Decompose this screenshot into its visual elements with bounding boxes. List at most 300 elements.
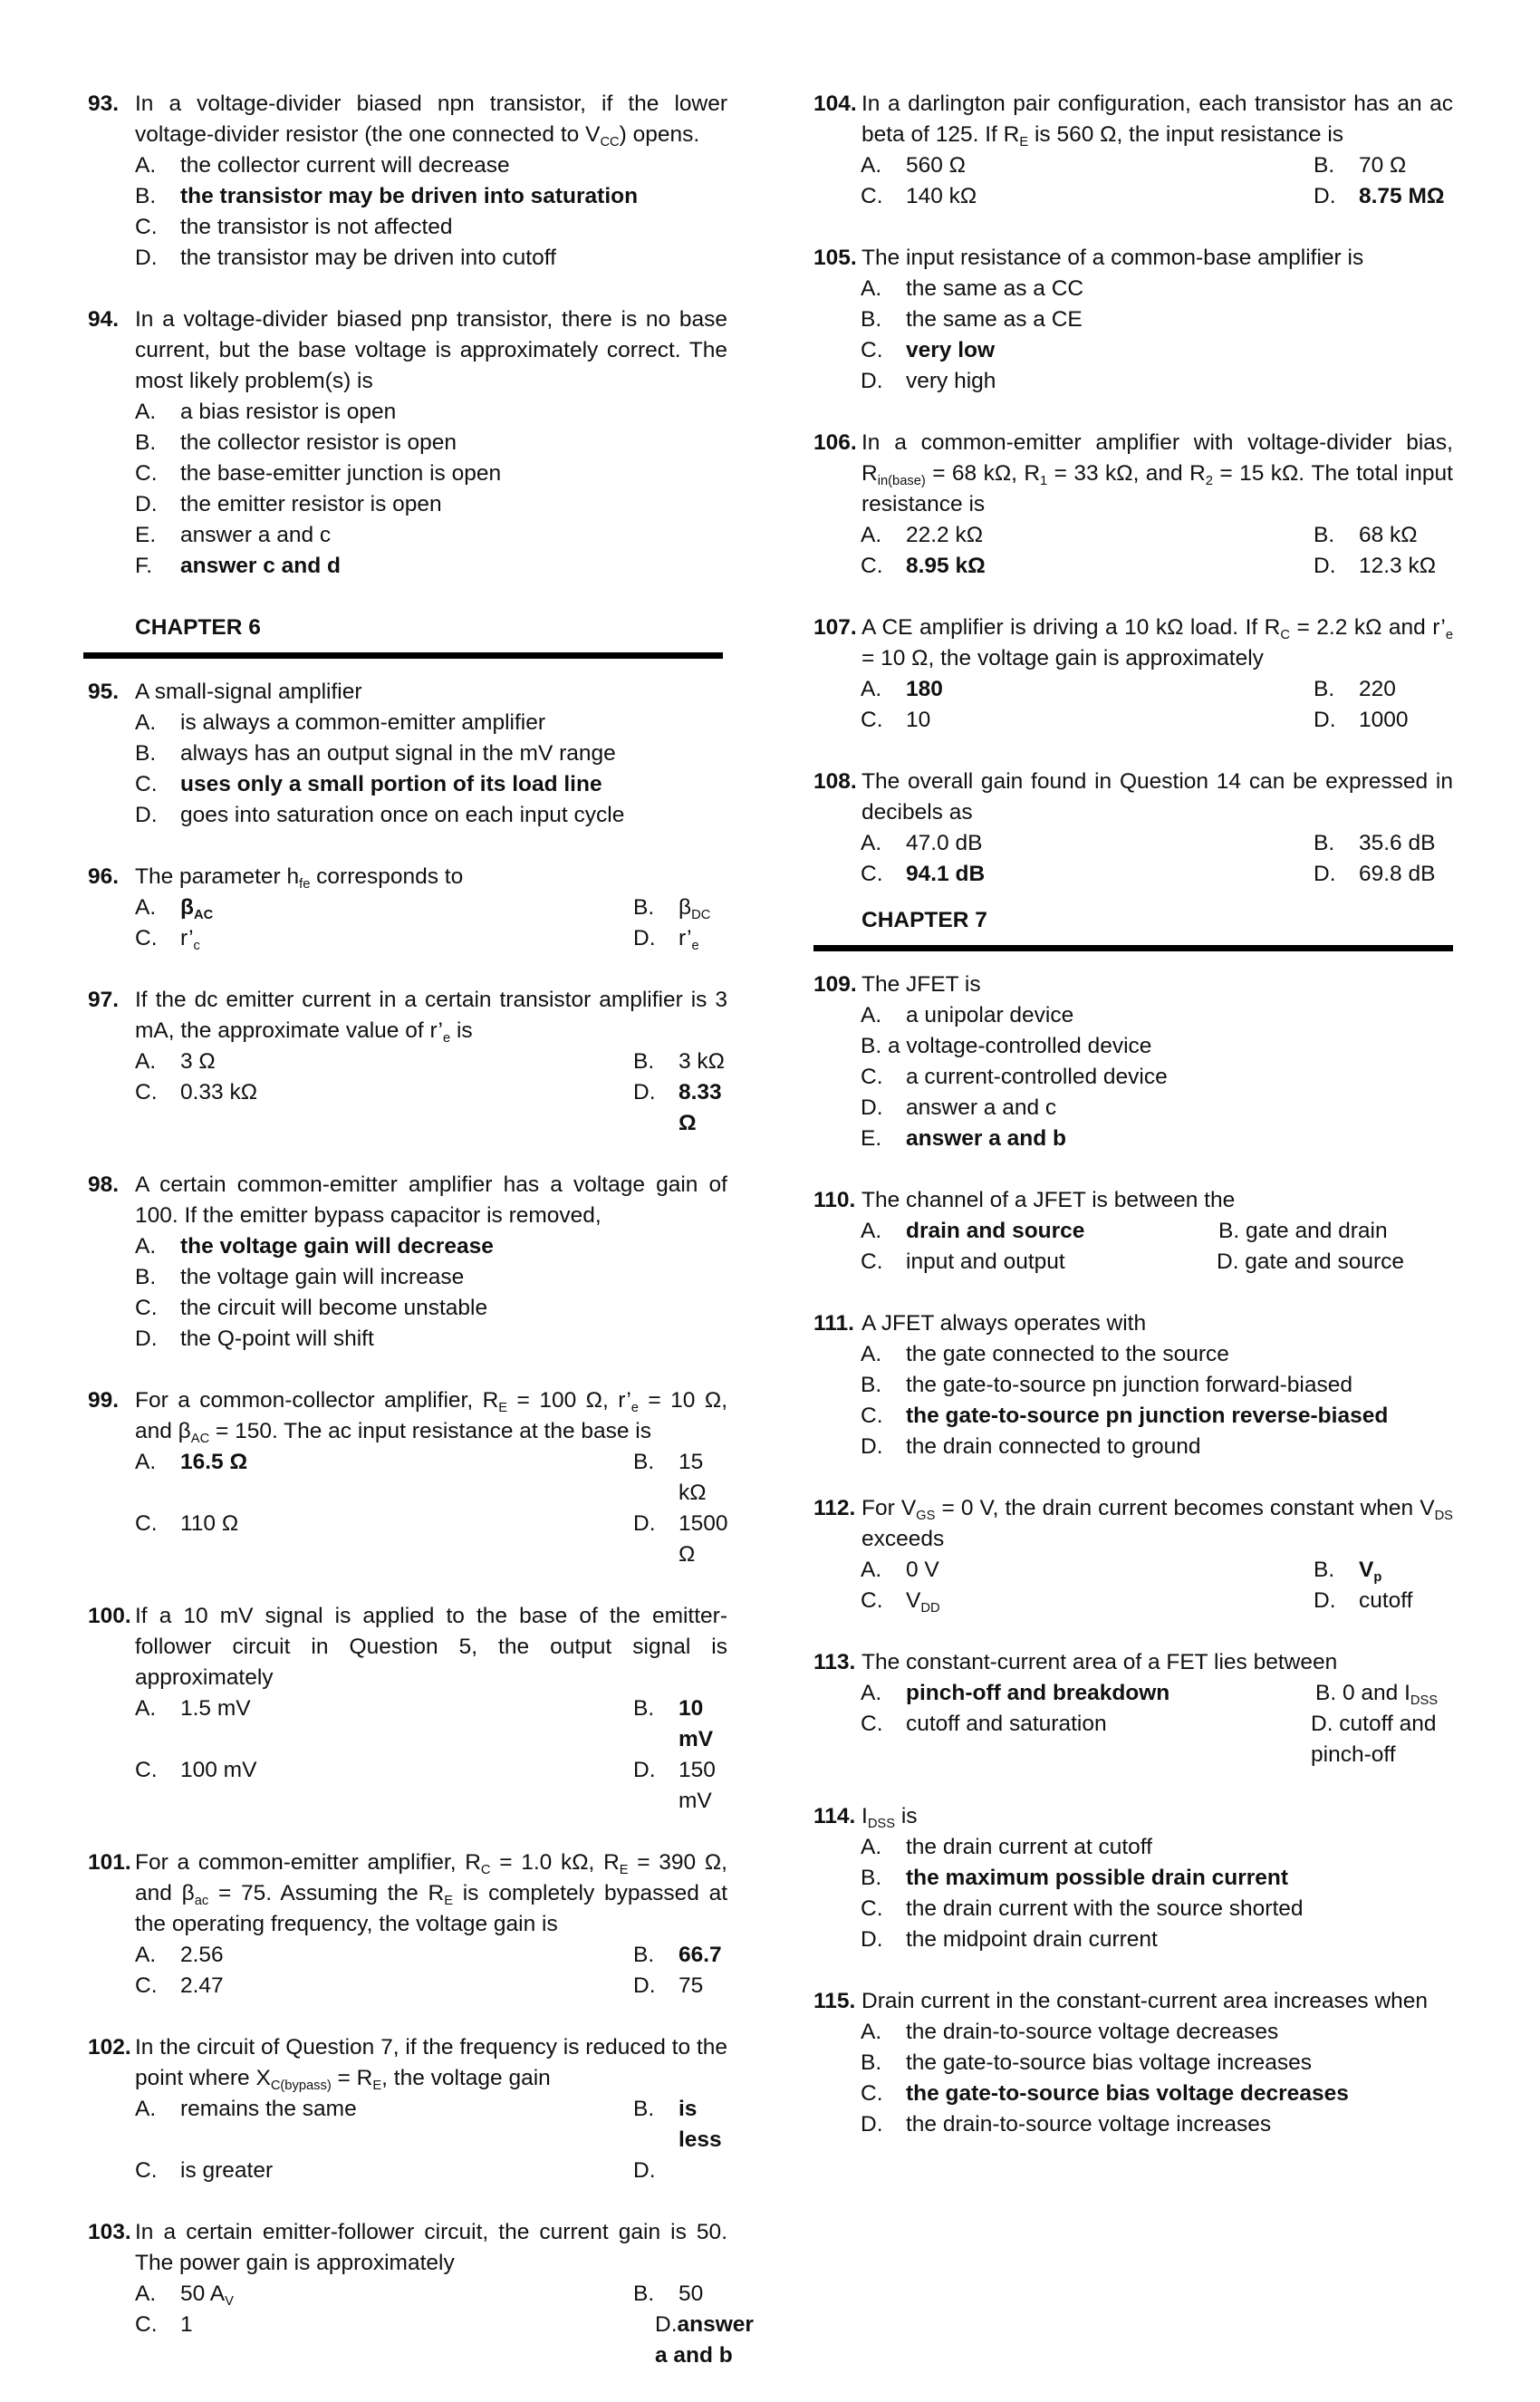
option-b[interactable] bbox=[813, 1031, 1453, 1062]
question-text: Drain current in the constant-current area increases when bbox=[861, 1989, 1429, 2013]
subscript: fe bbox=[299, 877, 311, 892]
chapter-heading: CHAPTER 6 bbox=[135, 615, 261, 640]
question-text: The constant-current area of a FET lies between bbox=[861, 1650, 1338, 1674]
option-letter: B. bbox=[135, 430, 157, 455]
option-d[interactable] bbox=[88, 489, 727, 520]
option-b[interactable] bbox=[633, 892, 727, 923]
question-98-stem bbox=[88, 1170, 727, 1231]
option-letter: A. bbox=[861, 1003, 882, 1027]
option-d[interactable] bbox=[1217, 1247, 1404, 1278]
option-text: 0 V bbox=[906, 1558, 939, 1582]
option-b[interactable] bbox=[1314, 520, 1453, 551]
option-c[interactable] bbox=[813, 335, 1453, 366]
option-d[interactable] bbox=[88, 800, 727, 831]
option-letter: C. bbox=[861, 2081, 883, 2106]
option-text: is always a common-emitter amplifier bbox=[180, 710, 545, 735]
question-112-stem bbox=[813, 1493, 1453, 1555]
option-d[interactable] bbox=[633, 2310, 754, 2371]
option-e[interactable] bbox=[88, 520, 727, 551]
option-text: the maximum possible drain current bbox=[906, 1866, 1289, 1890]
option-a[interactable] bbox=[813, 520, 1314, 551]
option-a[interactable] bbox=[813, 828, 1314, 859]
option-row bbox=[88, 2094, 727, 2156]
question-text: In a voltage-divider biased npn transistor, if the lower voltage-divider resistor (the one connected to V bbox=[135, 92, 727, 147]
option-d[interactable] bbox=[813, 1924, 1453, 1955]
option-a[interactable] bbox=[813, 1555, 1314, 1586]
option-a[interactable] bbox=[88, 397, 727, 428]
option-text: the drain-to-source voltage increases bbox=[906, 2112, 1272, 2137]
option-text: B. a voltage-controlled device bbox=[861, 1034, 1152, 1058]
option-row bbox=[813, 551, 1453, 582]
option-text: β bbox=[180, 895, 194, 920]
question-114 bbox=[813, 1801, 1453, 1955]
subscript: e bbox=[443, 1031, 451, 1047]
option-b[interactable] bbox=[633, 1940, 727, 1971]
option-letter: C. bbox=[135, 2312, 158, 2337]
option-letter: C. bbox=[861, 1712, 883, 1736]
option-d[interactable] bbox=[633, 2156, 727, 2186]
option-b[interactable] bbox=[633, 1693, 727, 1755]
option-a[interactable] bbox=[88, 708, 727, 738]
option-letter: D. bbox=[135, 1326, 158, 1351]
question-text: The parameter h bbox=[135, 864, 300, 889]
question-115-stem bbox=[813, 1986, 1453, 2017]
option-letter: C. bbox=[861, 1896, 883, 1921]
option-letter: C. bbox=[135, 1080, 158, 1105]
option-letter: D. bbox=[135, 803, 158, 827]
option-c[interactable] bbox=[88, 1971, 633, 2002]
subscript: c bbox=[193, 939, 200, 954]
option-c[interactable] bbox=[813, 1062, 1453, 1093]
option-text: 2.56 bbox=[180, 1943, 224, 1967]
question-100-stem bbox=[88, 1601, 727, 1693]
question-text: = 2.2 kΩ and r’ bbox=[1289, 615, 1446, 640]
option-letter: A. bbox=[135, 153, 157, 178]
option-text: 70 Ω bbox=[1359, 153, 1407, 178]
question-93-stem bbox=[88, 89, 727, 150]
question-text: = 100 Ω, r’ bbox=[507, 1388, 631, 1413]
question-text: = R bbox=[331, 2066, 373, 2090]
question-105-stem bbox=[813, 243, 1453, 274]
option-text: remains the same bbox=[180, 2097, 357, 2121]
option-row bbox=[813, 1709, 1453, 1770]
option-text: D. gate and source bbox=[1217, 1249, 1405, 1274]
option-row bbox=[88, 1447, 727, 1509]
question-text: The overall gain found in Question 14 can be expressed in decibels as bbox=[861, 769, 1453, 825]
option-letter: D. bbox=[1314, 1588, 1336, 1613]
option-text: V bbox=[1359, 1558, 1374, 1582]
option-b[interactable] bbox=[813, 2048, 1453, 2079]
question-text: = 10 Ω, the voltage gain is approximately bbox=[861, 646, 1264, 670]
option-row bbox=[813, 1247, 1453, 1278]
option-letter: D. bbox=[655, 2312, 678, 2337]
question-105 bbox=[813, 243, 1453, 397]
option-a[interactable] bbox=[813, 150, 1314, 181]
option-letter: A. bbox=[135, 2097, 157, 2121]
option-text: 94.1 dB bbox=[906, 862, 986, 886]
option-a[interactable] bbox=[813, 1678, 1315, 1709]
option-c[interactable] bbox=[813, 859, 1314, 890]
option-letter: D. bbox=[633, 1758, 656, 1782]
question-110 bbox=[813, 1185, 1453, 1278]
question-115 bbox=[813, 1986, 1453, 2140]
option-c[interactable] bbox=[88, 458, 727, 489]
question-108 bbox=[813, 767, 1453, 890]
question-text: For V bbox=[861, 1496, 917, 1520]
option-d[interactable] bbox=[633, 1077, 727, 1139]
option-d[interactable] bbox=[1311, 1709, 1453, 1770]
question-text: ) opens. bbox=[619, 122, 700, 147]
option-row bbox=[813, 674, 1453, 705]
subscript: C bbox=[480, 1863, 491, 1878]
question-106-stem bbox=[813, 428, 1453, 520]
option-b[interactable] bbox=[88, 1262, 727, 1293]
option-a[interactable] bbox=[88, 1447, 633, 1509]
question-number: 94. bbox=[88, 307, 120, 332]
option-d[interactable] bbox=[88, 1324, 727, 1355]
subscript: DD bbox=[920, 1601, 940, 1616]
question-97 bbox=[88, 985, 727, 1139]
option-letter: A. bbox=[861, 831, 882, 855]
question-number: 114. bbox=[813, 1804, 856, 1828]
option-letter: D. bbox=[1314, 708, 1336, 732]
option-c[interactable] bbox=[88, 923, 633, 954]
option-text: 110 Ω bbox=[180, 1511, 239, 1536]
option-letter: A. bbox=[135, 1234, 157, 1259]
option-row bbox=[813, 150, 1453, 181]
option-row bbox=[88, 1077, 727, 1139]
subscript: C bbox=[1280, 628, 1290, 643]
question-99 bbox=[88, 1385, 727, 1570]
option-text: 220 bbox=[1359, 677, 1396, 701]
option-letter: C. bbox=[135, 1973, 158, 1998]
question-text: For a common-emitter amplifier, R bbox=[135, 1850, 481, 1875]
option-c[interactable] bbox=[813, 1401, 1453, 1432]
option-d[interactable] bbox=[1314, 859, 1453, 890]
subscript: V bbox=[225, 2294, 234, 2310]
option-text: answer a and c bbox=[906, 1095, 1057, 1120]
question-number: 112. bbox=[813, 1496, 856, 1520]
option-letter: D. bbox=[861, 1095, 883, 1120]
question-108-stem bbox=[813, 767, 1453, 828]
question-100 bbox=[88, 1601, 727, 1817]
question-number: 96. bbox=[88, 864, 120, 889]
option-a[interactable] bbox=[88, 2094, 633, 2156]
option-d[interactable] bbox=[813, 1093, 1453, 1124]
question-text: is completely bypassed at the operating frequency, the voltage gain is bbox=[135, 1881, 727, 1936]
question-number: 107. bbox=[813, 615, 857, 640]
question-text: The channel of a JFET is between the bbox=[861, 1188, 1236, 1212]
option-b[interactable] bbox=[1315, 1678, 1438, 1709]
option-text: 35.6 dB bbox=[1359, 831, 1436, 855]
option-c[interactable] bbox=[88, 1077, 633, 1139]
option-row bbox=[813, 520, 1453, 551]
question-number: 95. bbox=[88, 680, 120, 704]
option-text: 47.0 dB bbox=[906, 831, 983, 855]
option-c[interactable] bbox=[88, 1293, 727, 1324]
option-text: 15 kΩ bbox=[679, 1450, 707, 1505]
option-d[interactable] bbox=[633, 1509, 728, 1570]
option-letter: D. bbox=[1314, 554, 1336, 578]
option-f[interactable] bbox=[88, 551, 727, 582]
question-96 bbox=[88, 862, 727, 954]
option-c[interactable] bbox=[88, 1755, 633, 1817]
option-b[interactable] bbox=[813, 1370, 1453, 1401]
question-text: In a darlington pair configuration, each transistor has an ac beta of 125. If R bbox=[861, 92, 1453, 147]
option-a[interactable] bbox=[88, 892, 633, 923]
question-113 bbox=[813, 1647, 1453, 1770]
chapter-divider bbox=[83, 652, 723, 659]
option-d[interactable] bbox=[633, 1971, 727, 2002]
subscript: DC bbox=[691, 908, 711, 923]
option-b[interactable] bbox=[633, 1047, 727, 1077]
option-d[interactable] bbox=[633, 923, 727, 954]
option-b[interactable] bbox=[1314, 828, 1453, 859]
question-111-stem bbox=[813, 1308, 1453, 1339]
option-letter: C. bbox=[135, 461, 158, 486]
option-text: the voltage gain will decrease bbox=[180, 1234, 494, 1259]
question-text: I bbox=[861, 1804, 868, 1828]
option-text: 8.95 kΩ bbox=[906, 554, 986, 578]
option-d[interactable] bbox=[813, 2109, 1453, 2140]
option-c[interactable] bbox=[813, 705, 1314, 736]
question-text: = 15 kΩ. The total input resistance is bbox=[861, 461, 1453, 516]
option-text: a unipolar device bbox=[906, 1003, 1074, 1027]
question-93 bbox=[88, 89, 727, 274]
option-letter: C. bbox=[135, 2158, 158, 2183]
option-letter: A. bbox=[861, 1219, 882, 1243]
option-a[interactable] bbox=[813, 1339, 1453, 1370]
option-letter: C. bbox=[861, 554, 883, 578]
option-letter: B. bbox=[135, 184, 157, 208]
option-a[interactable] bbox=[88, 1231, 727, 1262]
option-c[interactable] bbox=[813, 1247, 1217, 1278]
question-text: = 1.0 kΩ, R bbox=[490, 1850, 620, 1875]
option-text: B. 0 and I bbox=[1315, 1681, 1410, 1705]
option-text: the gate-to-source pn junction forward-biased bbox=[906, 1373, 1353, 1397]
option-b[interactable] bbox=[633, 2279, 727, 2310]
option-c[interactable] bbox=[813, 1586, 1314, 1616]
option-letter: C. bbox=[135, 926, 158, 950]
option-b[interactable] bbox=[88, 428, 727, 458]
option-a[interactable] bbox=[88, 1940, 633, 1971]
option-letter: C. bbox=[135, 772, 158, 796]
question-106 bbox=[813, 428, 1453, 582]
option-row bbox=[88, 1509, 727, 1570]
option-letter: F. bbox=[135, 554, 153, 578]
option-c[interactable] bbox=[88, 1509, 633, 1570]
subscript: E bbox=[372, 2079, 382, 2094]
option-e[interactable] bbox=[813, 1124, 1453, 1154]
option-letter: C. bbox=[861, 184, 883, 208]
subscript: E bbox=[619, 1863, 629, 1878]
option-c[interactable] bbox=[88, 769, 727, 800]
option-text: the Q-point will shift bbox=[180, 1326, 374, 1351]
option-letter: A. bbox=[861, 1835, 882, 1859]
option-a[interactable] bbox=[813, 1832, 1453, 1863]
question-text: In a voltage-divider biased pnp transistor, there is no base current, but the base voltage is approximately correct. The most likely problem(s) is bbox=[135, 307, 727, 393]
option-text: cutoff bbox=[1359, 1588, 1413, 1613]
chapter-heading: CHAPTER 7 bbox=[861, 908, 987, 932]
option-letter: D. bbox=[861, 369, 883, 393]
option-letter: B. bbox=[633, 1450, 655, 1474]
question-text: In a certain emitter-follower circuit, the current gain is 50. The power gain is approximately bbox=[135, 2220, 727, 2275]
option-text: 140 kΩ bbox=[906, 184, 977, 208]
option-a[interactable] bbox=[813, 1216, 1218, 1247]
option-c[interactable] bbox=[88, 212, 727, 243]
option-row bbox=[813, 1555, 1453, 1586]
question-96-stem bbox=[88, 862, 727, 892]
left-column bbox=[88, 89, 754, 2402]
option-letter: B. bbox=[633, 1943, 655, 1967]
option-d[interactable] bbox=[1314, 705, 1453, 736]
option-letter: B. bbox=[1314, 831, 1335, 855]
question-102 bbox=[88, 2032, 727, 2186]
question-number: 93. bbox=[88, 92, 120, 116]
question-number: 102. bbox=[88, 2035, 131, 2060]
option-d[interactable] bbox=[1314, 551, 1453, 582]
option-text: 10 mV bbox=[679, 1696, 714, 1751]
option-text: the midpoint drain current bbox=[906, 1927, 1158, 1952]
option-letter: C. bbox=[861, 1065, 883, 1089]
option-d[interactable] bbox=[1314, 181, 1453, 212]
question-94 bbox=[88, 304, 727, 582]
option-text: 22.2 kΩ bbox=[906, 523, 984, 547]
option-letter: C. bbox=[135, 1511, 158, 1536]
option-c[interactable] bbox=[813, 2079, 1453, 2109]
option-text: 75 bbox=[679, 1973, 704, 1998]
option-b[interactable] bbox=[813, 1863, 1453, 1894]
option-letter: B. bbox=[633, 1049, 655, 1074]
subscript: E bbox=[444, 1894, 453, 1909]
subscript: e bbox=[691, 939, 699, 954]
option-row bbox=[88, 2156, 727, 2186]
option-letter: A. bbox=[135, 2281, 157, 2306]
question-text: If the dc emitter current in a certain transistor amplifier is 3 mA, the approximate value of r’ bbox=[135, 988, 727, 1043]
option-d[interactable] bbox=[1314, 1586, 1453, 1616]
option-letter: A. bbox=[861, 1681, 882, 1705]
option-letter: C. bbox=[861, 1404, 883, 1428]
option-c[interactable] bbox=[813, 1894, 1453, 1924]
option-c[interactable] bbox=[813, 181, 1314, 212]
option-c[interactable] bbox=[88, 2310, 633, 2371]
option-letter: D. bbox=[633, 1973, 656, 1998]
option-row bbox=[88, 892, 727, 923]
question-101-stem bbox=[88, 1847, 727, 1940]
option-c[interactable] bbox=[88, 2156, 633, 2186]
option-letter: A. bbox=[861, 677, 882, 701]
option-letter: C. bbox=[861, 1249, 883, 1274]
option-letter: D. bbox=[861, 1927, 883, 1952]
option-text: r’ bbox=[679, 926, 692, 950]
question-text: A small-signal amplifier bbox=[135, 680, 362, 704]
option-text: pinch-off and breakdown bbox=[906, 1681, 1170, 1705]
subscript: DSS bbox=[867, 1817, 896, 1832]
option-b[interactable] bbox=[1314, 674, 1453, 705]
option-b[interactable] bbox=[813, 304, 1453, 335]
option-a[interactable] bbox=[813, 674, 1314, 705]
option-b[interactable] bbox=[633, 1447, 727, 1509]
option-letter: B. bbox=[1314, 523, 1335, 547]
option-text: a bias resistor is open bbox=[180, 400, 397, 424]
option-row bbox=[813, 828, 1453, 859]
question-text: If a 10 mV signal is applied to the base of the emitter-follower circuit in Question 5, the output signal is approximately bbox=[135, 1604, 727, 1690]
option-text: the base-emitter junction is open bbox=[180, 461, 502, 486]
option-text: the collector resistor is open bbox=[180, 430, 457, 455]
option-text: the gate-to-source bias voltage decreases bbox=[906, 2081, 1349, 2106]
option-d[interactable] bbox=[88, 243, 727, 274]
chapter-divider bbox=[813, 945, 1453, 951]
question-113-stem bbox=[813, 1647, 1453, 1678]
option-text: 150 mV bbox=[679, 1758, 716, 1813]
option-d[interactable] bbox=[813, 366, 1453, 397]
option-b[interactable] bbox=[88, 738, 727, 769]
subscript: DS bbox=[1434, 1509, 1453, 1524]
option-d[interactable] bbox=[633, 1755, 727, 1817]
question-text: is 560 Ω, the input resistance is bbox=[1028, 122, 1344, 147]
option-d[interactable] bbox=[813, 1432, 1453, 1462]
option-text: very high bbox=[906, 369, 996, 393]
option-text: the gate connected to the source bbox=[906, 1342, 1229, 1366]
option-b[interactable] bbox=[88, 181, 727, 212]
subscript: CC bbox=[600, 135, 620, 150]
option-text: the same as a CC bbox=[906, 276, 1084, 301]
question-number: 98. bbox=[88, 1172, 120, 1197]
option-a[interactable] bbox=[813, 274, 1453, 304]
question-95 bbox=[88, 677, 727, 831]
option-text: is greater bbox=[180, 2158, 274, 2183]
option-a[interactable] bbox=[88, 1693, 633, 1755]
option-a[interactable] bbox=[813, 2017, 1453, 2048]
option-b[interactable] bbox=[1218, 1216, 1388, 1247]
option-b[interactable] bbox=[1314, 1555, 1453, 1586]
question-number: 113. bbox=[813, 1650, 856, 1674]
option-a[interactable] bbox=[88, 1047, 633, 1077]
question-number: 109. bbox=[813, 972, 857, 997]
subscript: e bbox=[1445, 628, 1453, 643]
subscript: p bbox=[1373, 1570, 1382, 1586]
question-text: In the circuit of Question 7, if the frequency is reduced to the point where X bbox=[135, 2035, 727, 2090]
option-text: goes into saturation once on each input cycle bbox=[180, 803, 625, 827]
option-a[interactable] bbox=[813, 1000, 1453, 1031]
option-text: 8.75 MΩ bbox=[1359, 184, 1445, 208]
subscript: e bbox=[630, 1401, 639, 1416]
option-text: 1.5 mV bbox=[180, 1696, 251, 1721]
option-letter: D. bbox=[861, 2112, 883, 2137]
option-a[interactable] bbox=[88, 150, 727, 181]
question-text: = 10 Ω, and β bbox=[135, 1388, 728, 1443]
question-109-stem bbox=[813, 969, 1453, 1000]
option-text: the drain connected to ground bbox=[906, 1434, 1201, 1459]
option-letter: B. bbox=[1314, 153, 1335, 178]
question-number: 104. bbox=[813, 92, 857, 116]
option-text: answer a and b bbox=[906, 1126, 1067, 1151]
option-letter: A. bbox=[861, 2020, 882, 2044]
option-a[interactable] bbox=[88, 2279, 633, 2310]
question-text: exceeds bbox=[861, 1527, 945, 1551]
option-text: 180 bbox=[906, 677, 943, 701]
option-c[interactable] bbox=[813, 551, 1314, 582]
subscript: ac bbox=[194, 1894, 209, 1909]
option-b[interactable] bbox=[1314, 150, 1453, 181]
option-text: uses only a small portion of its load line bbox=[180, 772, 602, 796]
option-text: 100 mV bbox=[180, 1758, 257, 1782]
option-c[interactable] bbox=[813, 1709, 1311, 1770]
question-109 bbox=[813, 969, 1453, 1154]
question-text: is bbox=[895, 1804, 918, 1828]
option-b[interactable] bbox=[633, 2094, 727, 2156]
question-number: 97. bbox=[88, 988, 120, 1012]
